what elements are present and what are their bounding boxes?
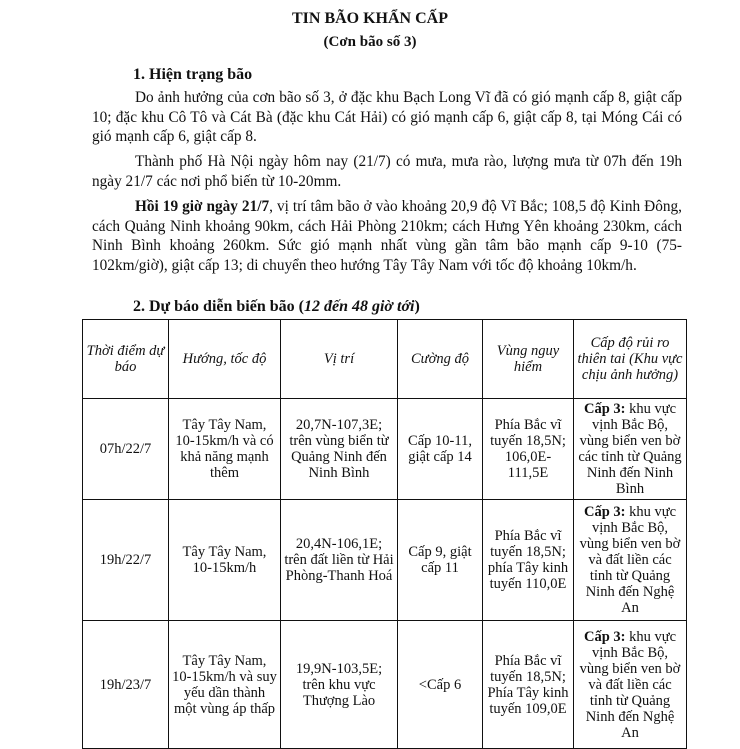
column-header: Vị trí [281,320,398,399]
column-header: Cấp độ rủi ro thiên tai (Khu vực chịu ảnh hưởng) [574,320,687,399]
position-cell: 20,4N-106,1E; trên đất liền từ Hải Phòng-Thanh Hoá [281,500,398,621]
section-1-heading: 1. Hiện trạng bão [133,66,253,83]
column-header: Thời điểm dự báo [83,320,169,399]
risk-level: Cấp 3: [583,628,626,645]
risk-area: khu vực vịnh Bắc Bộ, vùng biển ven bờ các tỉnh từ Quảng Ninh đến Ninh Bình [578,401,682,497]
risk-area: khu vực vịnh Bắc Bộ, vùng biển ven bờ và đất liền các tỉnh từ Quảng Ninh đến Nghệ An [579,504,681,616]
column-header: Cường độ [398,320,483,399]
column-header: Hướng, tốc độ [169,320,281,399]
document-title: TIN BÃO KHẨN CẤP [291,10,448,27]
position-cell: 19,9N-103,5E; trên khu vực Thượng Lào [281,621,398,749]
table-header-row [83,320,687,399]
table-row [83,399,687,500]
risk-cell [574,399,687,500]
danger-zone-cell: Phía Bắc vĩ tuyến 18,5N; phía Tây kinh tuyến 110,0E [483,500,574,621]
forecast-table [82,319,687,749]
status-paragraph-3-text: , vị trí tâm bão ở vào khoảng 20,9 độ Vĩ Bắc; 108,5 độ Kinh Đông, cách Quảng Ninh khoảng 90km, cách Hải Phòng 210km; cách Hưng Yên khoảng 230km, cách Ninh Bình khoảng 260km. Sức gió mạnh nhất vùng gần tâm bão mạnh cấp 9-10 (75-102km/giờ), giật cấp 13; di chuyển theo hướng Tây Tây Nam với tốc độ khoảng 10km/h. [92,198,682,274]
section-2-heading-end: ) [414,298,420,315]
section-2-heading [133,298,420,316]
section-2-heading-text: 2. Dự báo diễn biến bão ( [133,298,304,315]
direction-cell: Tây Tây Nam, 10-15km/h và có khả năng mạnh thêm [169,399,281,500]
risk-area: khu vực vịnh Bắc Bộ, vùng biển ven bờ và đất liền các tỉnh từ Quảng Ninh đến Nghệ An [579,628,681,741]
time-cell: 19h/22/7 [83,500,169,621]
risk-cell [574,500,687,621]
time-cell: 07h/22/7 [83,399,169,500]
status-paragraph-1: Do ảnh hưởng của cơn bão số 3, ở đặc khu Bạch Long Vĩ đã có gió mạnh cấp 8, giật cấp 10; đặc khu Cô Tô và Cát Bà (đặc khu Cát Hải) có gió mạnh cấp 6, giật cấp 8, tại Móng Cái có gió mạnh cấp 6, giật cấp 8. [92,89,682,145]
direction-cell: Tây Tây Nam, 10-15km/h [169,500,281,621]
intensity-cell: <Cấp 6 [398,621,483,749]
status-paragraph-2: Thành phố Hà Nội ngày hôm nay (21/7) có mưa, mưa rào, lượng mưa từ 07h đến 19h ngày 21/7 các nơi phổ biến từ 10-20mm. [92,153,682,190]
risk-level: Cấp 3: [583,504,626,520]
danger-zone-cell: Phía Bắc vĩ tuyến 18,5N; 106,0E-111,5E [483,399,574,500]
column-header: Vùng nguy hiểm [483,320,574,399]
time-cell: 19h/23/7 [83,621,169,749]
status-paragraph-3 [92,197,682,275]
danger-zone-cell: Phía Bắc vĩ tuyến 18,5N; Phía Tây kinh tuyến 109,0E [483,621,574,749]
table-row [83,500,687,621]
position-cell: 20,7N-107,3E; trên vùng biển từ Quảng Ninh đến Ninh Bình [281,399,398,500]
direction-cell: Tây Tây Nam, 10-15km/h và suy yếu dần thành một vùng áp thấp [169,621,281,749]
risk-cell [574,621,687,749]
section-2-heading-italic: 12 đến 48 giờ tới [303,298,415,315]
document-subtitle: (Cơn bão số 3) [323,34,417,50]
time-emphasis: Hồi 19 giờ ngày 21/7 [135,198,270,215]
intensity-cell: Cấp 10-11, giật cấp 14 [398,399,483,500]
risk-level: Cấp 3: [583,401,626,417]
intensity-cell: Cấp 9, giật cấp 11 [398,500,483,621]
table-row [83,621,687,749]
